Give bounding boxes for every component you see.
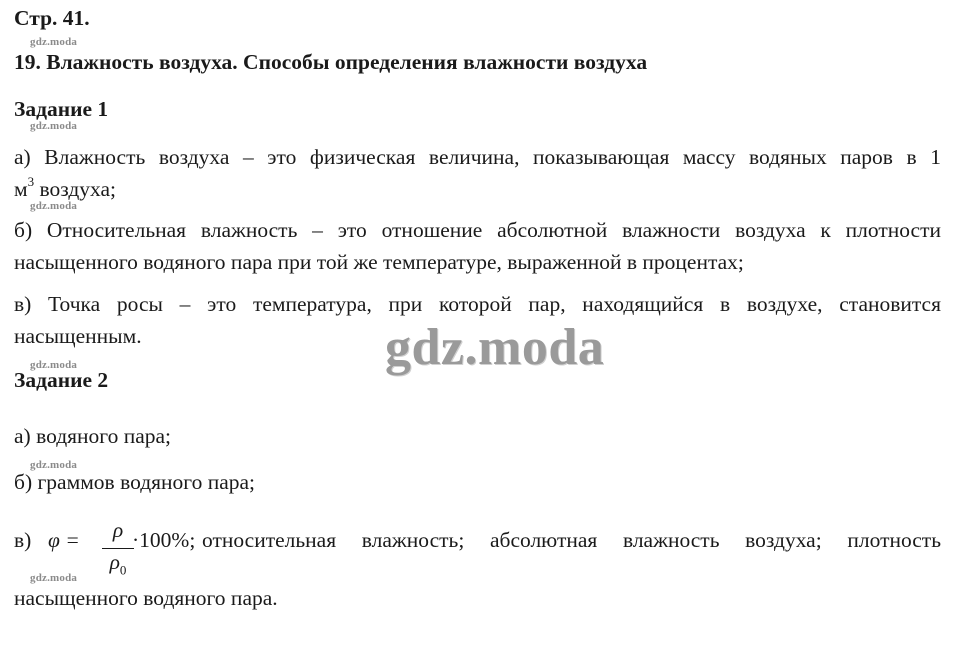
task1-c-line1: в) Точка росы – это температура, при которой пар, находящийся в воздухе, становится [14, 292, 941, 316]
watermark-large: gdz.moda [385, 319, 605, 376]
task2-heading: Задание 2 [14, 368, 109, 392]
formula-rhs: ·100%; [132, 528, 196, 552]
task1-c-line2: насыщенным. [14, 324, 142, 348]
task2-item-b: б) граммов водяного пара; [14, 470, 256, 494]
fraction-bar [102, 548, 134, 549]
formula-numerator: ρ [112, 518, 124, 542]
task2-item-c [14, 520, 941, 580]
task1-heading: Задание 1 [14, 97, 109, 121]
task1-item-a [14, 141, 941, 205]
watermark-small: gdz.moda [30, 459, 78, 471]
formula-denominator: $\rho_0$ [109, 550, 127, 578]
task2-c-label: в) [14, 528, 32, 552]
task2-c-text: относительная влажность; абсолютная влажность воздуха; плотность [202, 528, 941, 552]
formula-lhs: φ = [48, 528, 80, 552]
section-title: 19. Влажность воздуха. Способы определения влажности воздуха [14, 50, 648, 74]
task1-b-line1: б) Относительная влажность – это отношение абсолютной влажности воздуха к плотности [14, 218, 941, 242]
task2-item-a: а) водяного пара; [14, 424, 172, 448]
watermark-small: gdz.moda [30, 200, 78, 212]
watermark-small: gdz.moda [30, 359, 78, 371]
page-number-label: Стр. 41. [14, 6, 90, 30]
task1-a-line1: а) Влажность воздуха – это физическая величина, показывающая массу водяных паров в 1 [14, 145, 941, 169]
task1-b-line2: насыщенного водяного пара при той же температуре, выраженной в процентах; [14, 250, 744, 274]
watermark-small: gdz.moda [30, 572, 78, 584]
task1-a-line2: $м^3$ воздуха; [14, 174, 117, 201]
watermark-small: gdz.moda [30, 120, 78, 132]
task1-item-b [14, 214, 941, 278]
watermark-small: gdz.moda [30, 36, 78, 48]
task2-c-line2: насыщенного водяного пара. [14, 586, 278, 610]
